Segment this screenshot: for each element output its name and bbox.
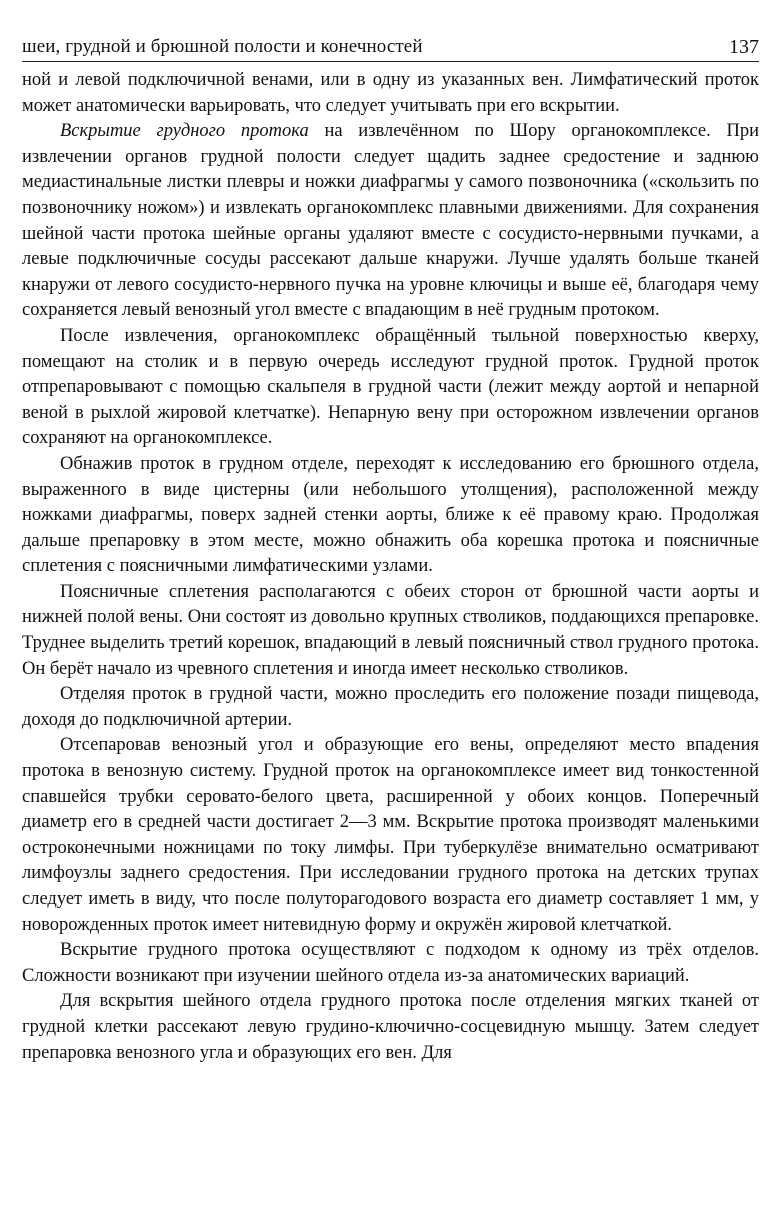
paragraph-text: Вскрытие грудного протока осуществляют с подходом к одному из трёх отделов. Сложности возникают при изучении шейного отдела из-за анатомических вариаций.	[22, 940, 759, 986]
paragraph-text: Обнажив проток в грудном отделе, переходят к исследованию его брюшного отдела, выраженного в виде цистерны (или небольшого утолщения), расположенной между ножками диафрагмы, поверх задней стенки аорты, ближе к её правому краю. Продолжая дальше препаровку в этом месте, можно обнажить оба корешка протока и поясничные сплетения с поясничными лимфатическими узлами.	[22, 453, 759, 577]
page-number: 137	[729, 36, 759, 58]
paragraph	[22, 989, 759, 1066]
page-header	[22, 30, 759, 62]
paragraph	[22, 682, 759, 733]
paragraph-text: ной и левой подключичной венами, или в одну из указанных вен. Лимфатический проток может анатомически варьировать, что следует учитывать при его вскрытии.	[22, 70, 759, 116]
paragraph	[22, 119, 759, 324]
paragraph-text: Отсепаровав венозный угол и образующие его вены, определяют место впадения протока в венозную систему. Грудной проток на органокомплексе имеет вид тонкостенной спавшейся трубки серовато-белого цвета, расширенной у обоих концов. Поперечный диаметр его в средней части достигает 2—3 мм. Вскрытие протока производят маленькими остроконечными ножницами по току лимфы. При туберкулёзе внимательно осматривают лимфоузлы заднего средостения. При исследовании грудного протока на детских трупах следует иметь в виду, что после полуторагодового возраста его диаметр составляет 1 мм, у новорожденных проток имеет нитевидную форму и окружён жировой клетчаткой.	[22, 735, 759, 935]
paragraph	[22, 452, 759, 580]
paragraph	[22, 324, 759, 452]
paragraph-text: После извлечения, органокомплекс обращённый тыльной поверхностью кверху, помещают на столик и в первую очередь исследуют грудной проток. Грудной проток отпрепаровывают с помощью скальпеля в грудной части (лежит между аортой и непарной веной в рыхлой жировой клетчатке). Непарную вену при осторожном извлечении органов сохраняют на органокомплексе.	[22, 325, 759, 449]
paragraph-text: Отделяя проток в грудной части, можно проследить его положение позади пищевода, доходя до подключичной артерии.	[22, 684, 759, 730]
paragraph-text: Поясничные сплетения располагаются с обеих сторон от брюшной части аорты и нижней полой вены. Они состоят из довольно крупных стволиков, поддающихся препаровке. Труднее выделить третий корешок, впадающий в левый поясничный ствол грудного протока. Он берёт начало из чревного сплетения и иногда имеет несколько стволиков.	[22, 581, 759, 679]
paragraph	[22, 580, 759, 682]
paragraph-lead: Вскрытие грудного протока	[60, 121, 309, 142]
page-body	[22, 68, 759, 1066]
paragraph	[22, 938, 759, 989]
running-title: шеи, грудной и брюшной полости и конечностей	[22, 36, 423, 57]
paragraph-text: на извлечённом по Шору органокомплексе. При извлечении органов грудной полости следует щадить заднее средостение и заднюю медиастинальные листки плевры и ножки диафрагмы у самого позвоночника («скользить по позвоночнику ножом») и извлекать органокомплекс плавными движениями. Для сохранения шейной части протока шейные органы удаляют вместе с сосудисто-нервными пучками, а левые подключичные сосуды рассекают дальше кнаружи. Лучше удалять больше тканей кнаружи от левого сосудисто-нервного пучка на уровне ключицы и выше её, благодаря чему сохраняется левый венозный угол вместе с впадающим в неё грудным протоком.	[22, 121, 759, 321]
paragraph-text: Для вскрытия шейного отдела грудного протока после отделения мягких тканей от грудной клетки рассекают левую грудино-ключично-сосцевидную мышцу. Затем следует препаровка венозного угла и образующих его вен. Для	[22, 991, 759, 1063]
paragraph	[22, 68, 759, 119]
paragraph	[22, 733, 759, 938]
